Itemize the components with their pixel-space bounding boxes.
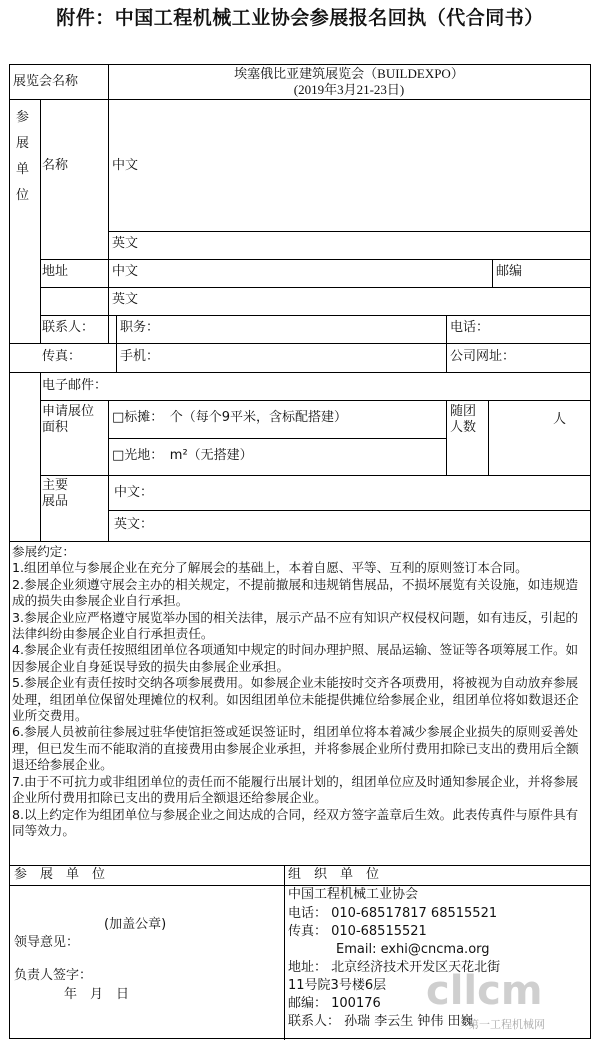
contact-label: 联系人： <box>42 320 95 335</box>
name-chinese-label: 中文 <box>112 158 139 173</box>
products-chinese-label: 中文： <box>114 485 154 500</box>
postcode-label: 邮编 <box>496 264 523 279</box>
organizer-name: 中国工程机械工业协会 <box>288 887 419 902</box>
position-label: 职务： <box>120 320 160 335</box>
address-label: 地址 <box>42 264 69 279</box>
exhibition-name: 埃塞俄比亚建筑展览会（BUILDEXPO） <box>234 66 464 81</box>
watermark-logo: cllcm <box>426 968 543 1014</box>
organizer-address: 地址： 北京经济技术开发区天花北街 <box>288 960 501 975</box>
people-unit: 人 <box>553 412 567 427</box>
organizer-postcode: 邮编： 100176 <box>288 996 381 1011</box>
website-label: 公司网址： <box>450 349 516 364</box>
terms-item: 3.参展企业应严格遵守展览举办国的相关法律，展示产品不应有知识产权侵权问题，如有违反，引起的法律纠纷由参展企业自行承担责任。 <box>12 609 579 642</box>
exhibitor-section-label: 参展单位 <box>16 110 30 203</box>
exhibition-date: (2019年3月21-23日) <box>293 82 405 97</box>
group-size-label: 随团人数 <box>450 404 477 435</box>
terms-item: 1.组团单位与参展企业在充分了解展会的基础上，本着自愿、平等、互利的原则签订本合同。 <box>12 560 528 576</box>
name-english-label: 英文 <box>112 236 139 251</box>
terms-item: 6.参展人员被前往参展过驻华使馆拒签或延误签证时，组团单位将本着减少参展企业损失的原则妥善处理，但已发生而不能取消的直接费用由参展企业承担，并将参展企业所付费用扣除已支出的费用后全额退还给参展企业。 <box>12 724 579 773</box>
page-title: 附件：中国工程机械工业协会参展报名回执（代合同书） <box>56 7 544 29</box>
exhibition-name-label: 展览会名称 <box>13 74 79 89</box>
date-field: 年 月 日 <box>64 987 130 1002</box>
terms-heading: 参展约定： <box>12 544 75 559</box>
terms-item: 7.由于不可抗力或非组团单位的责任而不能履行出展计划的，组团单位应及时通知参展企业，并将参展企业所付费用扣除已支出的费用后全额退还给参展企业。 <box>12 773 579 806</box>
organizer-address-line2: 11号院3号楼6层 <box>288 978 387 993</box>
products-english-label: 英文： <box>114 517 154 532</box>
main-products-label: 主要展品 <box>42 478 69 509</box>
name-label: 名称 <box>42 158 69 173</box>
terms-item: 4.参展企业有责任按照组团单位各项通知中规定的时间办理护照、展品运输、签证等各项筹展工作。如因参展企业自身延误导致的损失由参展企业承担。 <box>12 642 579 674</box>
booth-area-label: 申请展位面积 <box>42 404 95 435</box>
organizer-email: Email: exhi@cncma.org <box>336 942 490 957</box>
phone-label: 电话： <box>450 320 490 335</box>
terms-section <box>12 544 588 839</box>
mobile-label: 手机： <box>120 349 160 364</box>
booth-standard-option[interactable]: □标摊： 个（每个9平米，含标配搭建） <box>112 410 348 425</box>
organizer-heading: 组 织 单 位 <box>288 867 380 882</box>
email-label: 电子邮件： <box>42 378 108 393</box>
registration-form <box>9 64 591 1039</box>
organizer-phone: 电话： 010-68517817 68515521 <box>288 906 498 921</box>
fax-label: 传真： <box>42 349 82 364</box>
terms-item: 5.参展企业有责任按时交纳各项参展费用。如参展企业未能按时交齐各项费用，将被视为自动放弃参展处理，组团单位保留处理摊位的权利。如因组团单位未能提供摊位给参展企业，组团单位将如数退还企业所交费用。 <box>12 675 579 724</box>
booth-raw-space-option[interactable]: □光地： m²（无搭建） <box>112 448 253 463</box>
watermark-site: 第一工程机械网 <box>468 1018 545 1031</box>
address-chinese-label: 中文 <box>112 264 139 279</box>
address-english-label: 英文 <box>112 292 139 307</box>
seal-note: (加盖公章) <box>104 917 167 932</box>
exhibitor-heading: 参 展 单 位 <box>14 867 106 882</box>
organizer-fax: 传真： 010-68515521 <box>288 924 427 939</box>
signature-label: 负责人签字： <box>14 968 93 983</box>
terms-item: 2.参展企业须遵守展会主办的相关规定，不提前撤展和违规销售展品，不损坏展览有关设施，如违规造成的损失由参展企业自行承担。 <box>12 576 579 609</box>
leader-opinion-label: 领导意见： <box>14 935 80 950</box>
organizer-contacts: 联系人： 孙瑞 李云生 钟伟 田巍 <box>288 1014 474 1029</box>
terms-item: 8.以上约定作为组团单位与参展企业之间达成的合同，经双方签字盖章后生效。此表传真件与原件具有同等效力。 <box>12 806 579 838</box>
